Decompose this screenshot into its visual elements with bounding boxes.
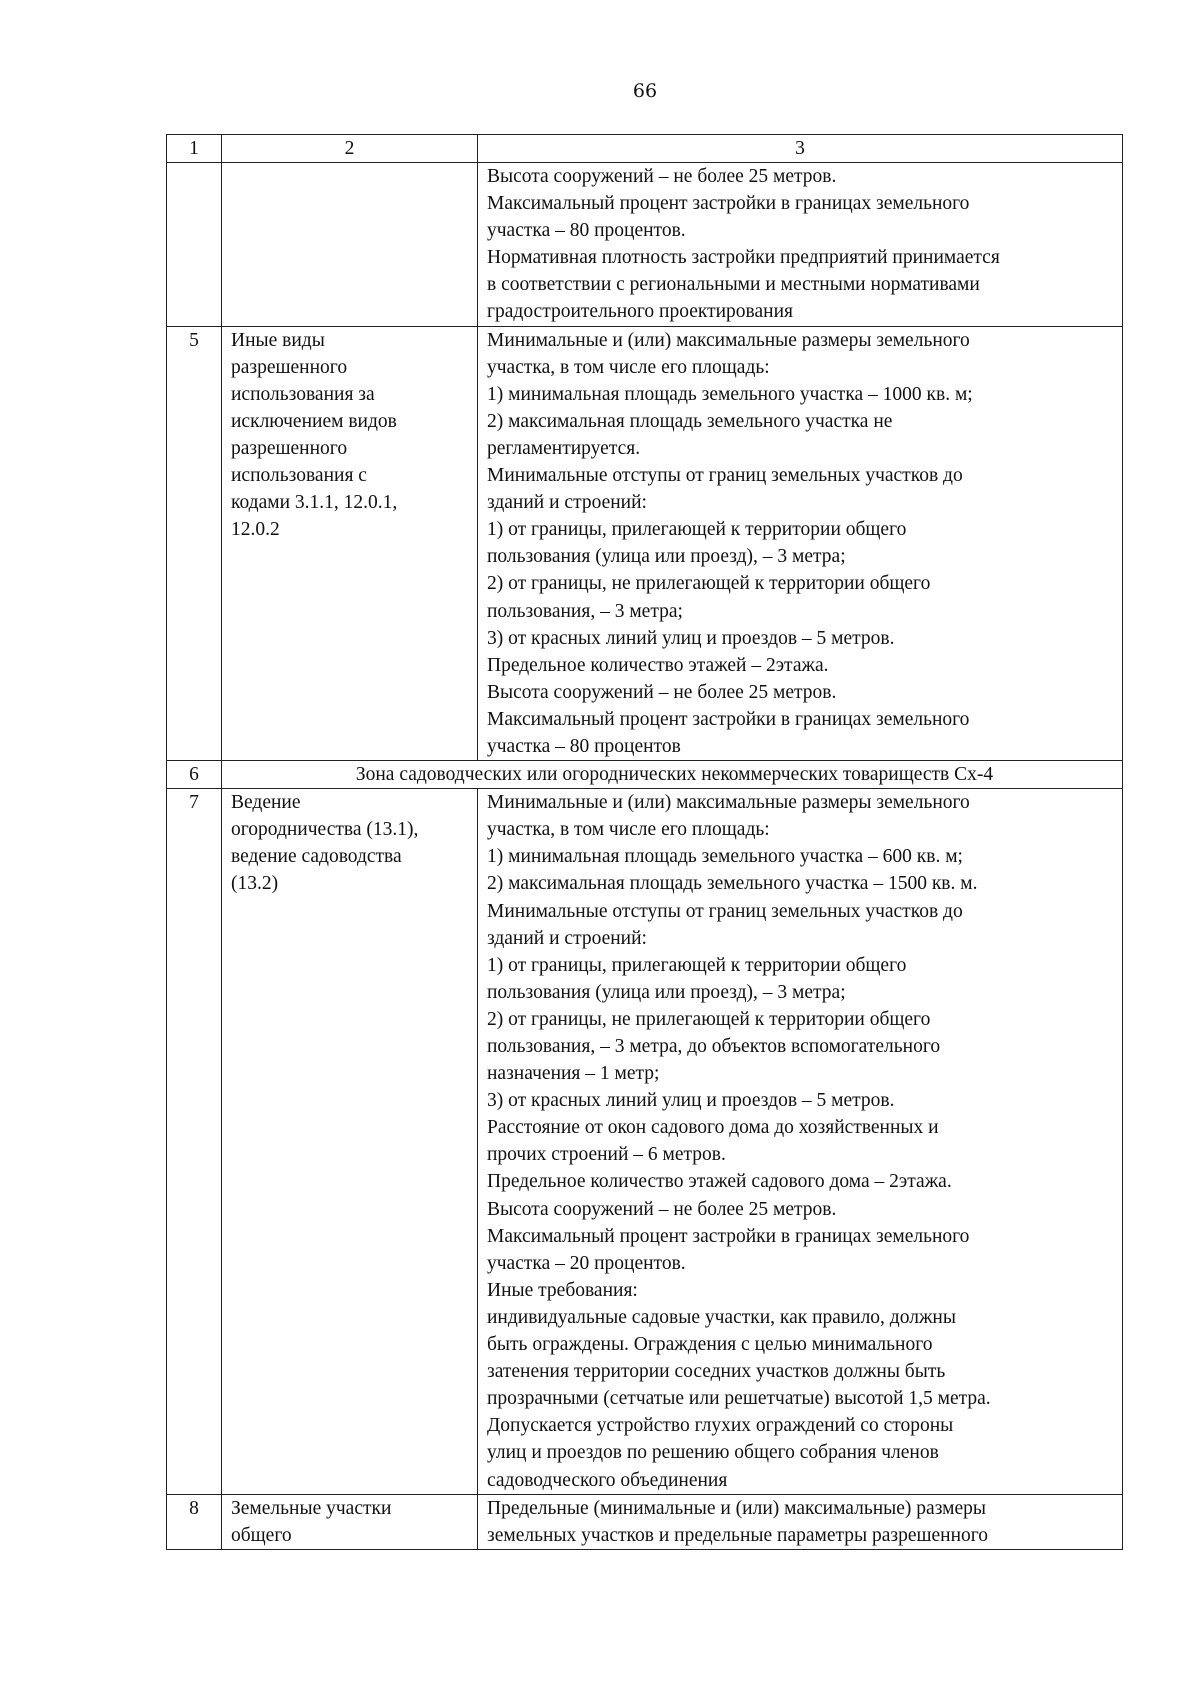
text-line: кодами 3.1.1, 12.0.1,: [231, 492, 398, 514]
text-line: в соответствии с региональными и местными нормативами: [487, 274, 980, 296]
text-line: Высота сооружений – не более 25 метров.: [487, 681, 837, 703]
text-line: земельных участков и предельные параметры разрешенного: [487, 1524, 989, 1546]
text-line: Минимальные и (или) максимальные размеры земельного: [487, 329, 970, 351]
text-line: быть ограждены. Ограждения с целью минимального: [487, 1334, 933, 1356]
text-line: Предельные (минимальные и (или) максимальные) размеры: [487, 1497, 986, 1519]
header-col-1: 1: [167, 135, 222, 163]
table-row-5: [167, 326, 1123, 761]
text-line: Иные виды: [231, 329, 325, 351]
row-params-cell: [478, 163, 1123, 327]
table-row-7: [167, 789, 1123, 1494]
text-line: Нормативная плотность застройки предприятий принимается: [487, 247, 1000, 269]
row-type-cell: [222, 163, 478, 327]
text-line: участка – 80 процентов.: [487, 220, 686, 242]
text-line: 2) от границы, не прилегающей к территории общего: [487, 1008, 931, 1030]
text-line: улиц и проездов по решению общего собрания членов: [487, 1442, 939, 1464]
text-line: Минимальные отступы от границ земельных участков до: [487, 900, 963, 922]
text-line: Допускается устройство глухих ограждений со стороны: [487, 1415, 954, 1437]
page-number: 66: [632, 80, 658, 102]
text-line: зданий и строений:: [487, 492, 647, 514]
table-row-6: [167, 761, 1123, 789]
row-params-cell: [478, 1494, 1123, 1549]
text-line: Максимальный процент застройки в границах земельного: [487, 1225, 970, 1247]
row-number: 6: [167, 761, 222, 789]
text-line: Земельные участки: [231, 1497, 392, 1519]
text-line: разрешенного: [231, 356, 348, 378]
zone-title: Зона садоводческих или огороднических некоммерческих товариществ Сх-4: [222, 761, 1123, 789]
text-line: пользования (улица или проезд), – 3 метра;: [487, 981, 846, 1003]
text-line: 3) от красных линий улиц и проездов – 5 метров.: [487, 1090, 895, 1112]
text-line: зданий и строений:: [487, 927, 647, 949]
text-line: прозрачными (сетчатые или решетчатые) высотой 1,5 метра.: [487, 1388, 991, 1410]
text-line: участка, в том числе его площадь:: [487, 356, 770, 378]
text-line: 1) минимальная площадь земельного участка – 1000 кв. м;: [487, 383, 973, 405]
text-line: Иные требования:: [487, 1279, 638, 1301]
header-col-3: 3: [478, 135, 1123, 163]
row-params-cell: [478, 326, 1123, 761]
text-line: назначения – 1 метр;: [487, 1063, 660, 1085]
text-line: участка, в том числе его площадь:: [487, 819, 770, 841]
row-number: 7: [167, 789, 222, 1494]
header-col-2: 2: [222, 135, 478, 163]
row-type-cell: [222, 326, 478, 761]
text-line: 1) от границы, прилегающей к территории общего: [487, 519, 907, 541]
text-line: 2) максимальная площадь земельного участка – 1500 кв. м.: [487, 873, 978, 895]
text-line: регламентируется.: [487, 437, 641, 459]
text-line: садоводческого объединения: [487, 1469, 728, 1491]
text-line: 2) от границы, не прилегающей к территории общего: [487, 573, 931, 595]
text-line: затенения территории соседних участков должны быть: [487, 1361, 946, 1383]
text-line: Максимальный процент застройки в границах земельного: [487, 708, 970, 730]
text-line: 3) от красных линий улиц и проездов – 5 метров.: [487, 627, 895, 649]
regulations-table: [166, 134, 1123, 1550]
text-line: индивидуальные садовые участки, как правило, должны: [487, 1306, 956, 1328]
text-line: 12.0.2: [231, 519, 280, 541]
text-line: Высота сооружений – не более 25 метров.: [487, 1198, 837, 1220]
text-line: Высота сооружений – не более 25 метров.: [487, 166, 837, 187]
text-line: исключением видов: [231, 410, 397, 432]
text-line: участка – 20 процентов.: [487, 1252, 686, 1274]
text-line: разрешенного: [231, 437, 348, 459]
row-number: 8: [167, 1494, 222, 1549]
text-line: градостроительного проектирования: [487, 301, 793, 323]
table-row-continuation: [167, 163, 1123, 327]
text-line: 1) минимальная площадь земельного участка – 600 кв. м;: [487, 846, 963, 868]
text-line: пользования, – 3 метра, до объектов вспомогательного: [487, 1036, 941, 1057]
text-line: 1) от границы, прилегающей к территории общего: [487, 954, 907, 976]
table-row-8: [167, 1494, 1123, 1549]
text-line: (13.2): [231, 873, 279, 895]
text-line: Предельное количество этажей садового дома – 2этажа.: [487, 1171, 952, 1193]
table-header-row: [167, 135, 1123, 163]
text-line: участка – 80 процентов: [487, 735, 681, 757]
row-params-cell: [478, 789, 1123, 1494]
text-line: Расстояние от окон садового дома до хозяйственных и: [487, 1117, 939, 1139]
row-type-cell: [222, 1494, 478, 1549]
text-line: Минимальные отступы от границ земельных участков до: [487, 465, 963, 487]
text-line: Максимальный процент застройки в границах земельного: [487, 193, 970, 215]
text-line: использования за: [231, 383, 375, 405]
text-line: ведение садоводства: [231, 846, 402, 868]
text-line: огородничества (13.1),: [231, 819, 419, 841]
text-line: 2) максимальная площадь земельного участка не: [487, 410, 893, 432]
text-line: пользования, – 3 метра;: [487, 600, 683, 622]
text-line: Предельное количество этажей – 2этажа.: [487, 654, 829, 676]
row-number: 5: [167, 326, 222, 761]
text-line: использования с: [231, 465, 367, 487]
text-line: Минимальные и (или) максимальные размеры земельного: [487, 792, 970, 814]
row-number: [167, 163, 222, 327]
text-line: Ведение: [231, 792, 301, 814]
text-line: общего: [231, 1524, 292, 1546]
text-line: прочих строений – 6 метров.: [487, 1144, 726, 1166]
text-line: пользования (улица или проезд), – 3 метра;: [487, 546, 846, 568]
row-type-cell: [222, 789, 478, 1494]
